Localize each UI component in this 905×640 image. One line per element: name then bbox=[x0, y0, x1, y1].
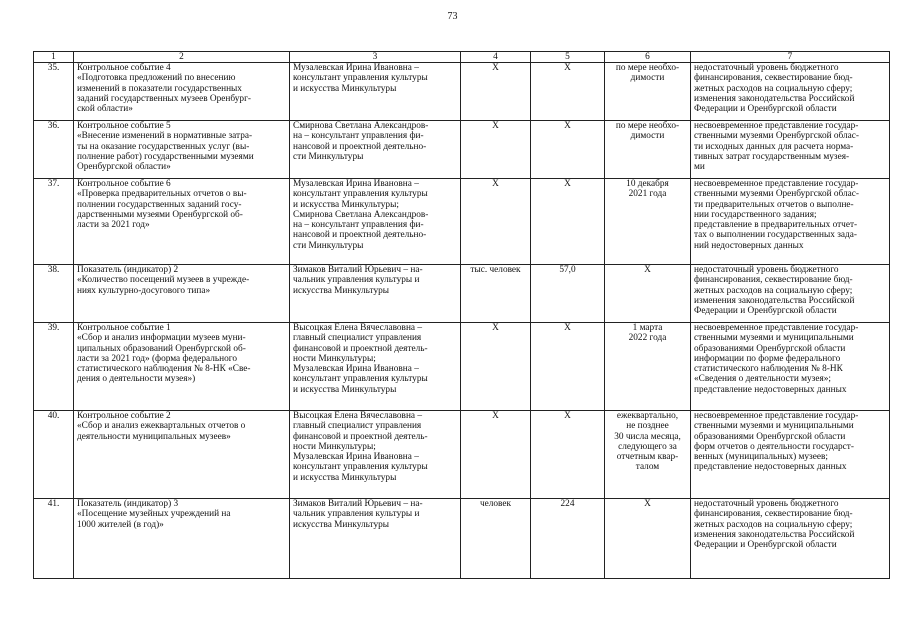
column-header: 1 bbox=[34, 52, 74, 63]
cell-line: ниях культурно-досугового типа» bbox=[77, 285, 211, 296]
cell-line: главный специалист управления bbox=[293, 421, 422, 432]
cell-line: ственными музеями Оренбургской облас- bbox=[694, 131, 860, 142]
cell-line: «Количество посещений музеев в учрежде- bbox=[77, 275, 250, 286]
unit-cell bbox=[461, 121, 531, 179]
cell-line: Федерации и Оренбургской области bbox=[694, 540, 837, 551]
deadline-cell bbox=[605, 121, 691, 179]
responsible-cell bbox=[290, 179, 461, 265]
cell-line: Х bbox=[564, 63, 571, 73]
cell-line: отчетным квар- bbox=[616, 452, 679, 463]
cell-line: ласти за 2021 год» bbox=[77, 220, 150, 231]
cell-line: финансовой и проектной деятель- bbox=[293, 431, 428, 442]
cell-line: Х bbox=[492, 411, 499, 421]
event-cell bbox=[74, 63, 290, 121]
responsible-cell bbox=[290, 121, 461, 179]
value-cell bbox=[531, 411, 605, 499]
cell-line: «Внесение изменений в нормативные затра- bbox=[77, 131, 253, 142]
responsible-cell bbox=[290, 323, 461, 411]
cell-line: недостаточный уровень бюджетного bbox=[694, 63, 839, 73]
value-cell bbox=[531, 63, 605, 121]
cell-line: Х bbox=[492, 63, 499, 73]
row-number-cell: 39. bbox=[34, 323, 74, 411]
event-cell bbox=[74, 411, 290, 499]
cell-line: заданий государственных музеев Оренбург- bbox=[77, 93, 251, 104]
cell-line: Показатель (индикатор) 2 bbox=[77, 265, 179, 275]
table-row bbox=[34, 265, 890, 323]
column-header: 3 bbox=[290, 52, 461, 63]
cell-line: информации по форме федерального bbox=[694, 353, 841, 364]
risk-cell bbox=[691, 499, 890, 579]
cell-line: Федерации и Оренбургской области bbox=[694, 306, 837, 317]
cell-line: консультант управления культуры bbox=[293, 189, 428, 200]
cell-line: и искусства Минкультуры; bbox=[293, 199, 399, 210]
cell-line: 57,0 bbox=[559, 265, 576, 275]
value-cell bbox=[531, 323, 605, 411]
cell-line: 224 bbox=[560, 499, 575, 509]
row-number-cell: 37. bbox=[34, 179, 74, 265]
cell-line: искусства Минкультуры bbox=[293, 519, 390, 530]
cell-line: чальник управления культуры и bbox=[293, 509, 420, 520]
cell-line: Х bbox=[564, 121, 571, 131]
cell-line: консультант управления культуры bbox=[293, 462, 428, 473]
cell-line: Х bbox=[492, 323, 499, 333]
cell-line: Х bbox=[644, 499, 651, 509]
cell-line: несвоевременное представление государ- bbox=[694, 179, 859, 189]
cell-line: ственными музеями и муниципальными bbox=[694, 333, 854, 344]
plan-table bbox=[33, 51, 890, 579]
row-number-cell: 40. bbox=[34, 411, 74, 499]
cell-line: 30 числа месяца, bbox=[614, 431, 681, 442]
table-header-row bbox=[34, 52, 890, 63]
risk-cell bbox=[691, 179, 890, 265]
cell-line: Контрольное событие 5 bbox=[77, 121, 171, 131]
risk-cell bbox=[691, 323, 890, 411]
cell-line: жетных расходов на социальную сферу; bbox=[694, 285, 853, 296]
cell-line: сти Минкультуры bbox=[293, 151, 364, 162]
cell-line: 2021 года bbox=[628, 189, 667, 200]
unit-cell bbox=[461, 323, 531, 411]
cell-line: не позднее bbox=[626, 421, 669, 432]
cell-line: сти Минкультуры bbox=[293, 240, 364, 251]
table-row bbox=[34, 121, 890, 179]
cell-line: консультант управления культуры bbox=[293, 374, 428, 385]
responsible-cell bbox=[290, 265, 461, 323]
cell-line: «Сбор и анализ информации музеев муни- bbox=[77, 333, 246, 344]
cell-line: Смирнова Светлана Александров- bbox=[293, 209, 429, 220]
cell-line: образованиями Оренбургской области bbox=[694, 431, 846, 442]
cell-line: ти исходных данных для расчета норма- bbox=[694, 141, 854, 152]
unit-cell bbox=[461, 499, 531, 579]
cell-line: ственными музеями и муниципальными bbox=[694, 421, 854, 432]
row-number-cell: 38. bbox=[34, 265, 74, 323]
cell-line: ти предварительных отчетов о выполне- bbox=[694, 199, 854, 210]
column-header: 6 bbox=[605, 52, 691, 63]
unit-cell bbox=[461, 265, 531, 323]
cell-line: финансирования, секвестирование бюд- bbox=[694, 275, 853, 286]
value-cell bbox=[531, 499, 605, 579]
cell-line: ципальных образований Оренбургской об- bbox=[77, 343, 246, 354]
table-row bbox=[34, 63, 890, 121]
cell-line: Показатель (индикатор) 3 bbox=[77, 499, 179, 509]
cell-line: статистического наблюдения № 8-НК «Све- bbox=[77, 364, 251, 375]
cell-line: ний недостоверных данных bbox=[694, 240, 804, 251]
cell-line: ности Минкультуры; bbox=[293, 353, 376, 364]
cell-line: Х bbox=[644, 265, 651, 275]
cell-line: чальник управления культуры и bbox=[293, 275, 420, 286]
cell-line: несвоевременное представление государ- bbox=[694, 121, 859, 131]
cell-line: и искусства Минкультуры bbox=[293, 472, 397, 483]
cell-line: изменения законодательства Российской bbox=[694, 93, 855, 104]
column-header: 4 bbox=[461, 52, 531, 63]
cell-line: финансирования, секвестирование бюд- bbox=[694, 73, 853, 84]
cell-line: дения о деятельности музея») bbox=[77, 374, 196, 385]
cell-line: Оренбургской области» bbox=[77, 162, 171, 173]
cell-line: Контрольное событие 4 bbox=[77, 63, 171, 73]
deadline-cell bbox=[605, 63, 691, 121]
table-row bbox=[34, 411, 890, 499]
cell-line: изменений в показатели государственных bbox=[77, 83, 242, 94]
value-cell bbox=[531, 121, 605, 179]
cell-line: на – консультант управления фи- bbox=[293, 131, 424, 142]
cell-line: дарственными музеями Оренбургской об- bbox=[77, 209, 243, 220]
cell-line: талом bbox=[635, 462, 660, 473]
cell-line: ской области» bbox=[77, 104, 133, 115]
risk-cell bbox=[691, 265, 890, 323]
cell-line: Х bbox=[564, 179, 571, 189]
cell-line: «Подготовка предложений по внесению bbox=[77, 73, 236, 84]
cell-line: тивных затрат государственным музея- bbox=[694, 151, 850, 162]
cell-line: Высоцкая Елена Вячеславовна – bbox=[293, 411, 423, 421]
cell-line: человек bbox=[479, 499, 512, 509]
responsible-cell bbox=[290, 411, 461, 499]
cell-line: Х bbox=[492, 121, 499, 131]
cell-line: финансирования, секвестирование бюд- bbox=[694, 509, 853, 520]
cell-line: 10 декабря bbox=[626, 179, 669, 189]
cell-line: главный специалист управления bbox=[293, 333, 422, 344]
cell-line: Музалевская Ирина Ивановна – bbox=[293, 179, 419, 189]
cell-line: несвоевременное представление государ- bbox=[694, 411, 859, 421]
cell-line: 1000 жителей (в год)» bbox=[77, 519, 164, 530]
column-header: 5 bbox=[531, 52, 605, 63]
page-number: 73 bbox=[447, 11, 458, 22]
cell-line: финансовой и проектной деятель- bbox=[293, 343, 428, 354]
cell-line: консультант управления культуры bbox=[293, 73, 428, 84]
cell-line: Х bbox=[564, 411, 571, 421]
cell-line: «Сбор и анализ ежеквартальных отчетов о bbox=[77, 421, 246, 432]
cell-line: нансовой и проектной деятельно- bbox=[293, 141, 427, 152]
cell-line: 1 марта bbox=[632, 323, 663, 333]
cell-line: недостаточный уровень бюджетного bbox=[694, 499, 839, 509]
cell-line: и искусства Минкультуры bbox=[293, 384, 397, 395]
cell-line: венных (муниципальных) музеев; bbox=[694, 452, 828, 463]
cell-line: Федерации и Оренбургской области bbox=[694, 104, 837, 115]
cell-line: по мере необхо- bbox=[615, 63, 680, 73]
unit-cell bbox=[461, 179, 531, 265]
cell-line: Зимаков Виталий Юрьевич – на- bbox=[293, 265, 423, 275]
cell-line: следующего за bbox=[618, 441, 677, 452]
responsible-cell bbox=[290, 499, 461, 579]
cell-line: Смирнова Светлана Александров- bbox=[293, 121, 429, 131]
cell-line: Контрольное событие 6 bbox=[77, 179, 171, 189]
column-header: 2 bbox=[74, 52, 290, 63]
cell-line: «Проверка предварительных отчетов о вы- bbox=[77, 189, 247, 200]
cell-line: «Посещение музейных учреждений на bbox=[77, 509, 231, 520]
value-cell bbox=[531, 179, 605, 265]
cell-line: ственными музеями Оренбургской облас- bbox=[694, 189, 860, 200]
cell-line: тыс. человек bbox=[470, 265, 521, 275]
event-cell bbox=[74, 179, 290, 265]
cell-line: ми bbox=[694, 162, 705, 173]
risk-cell bbox=[691, 121, 890, 179]
cell-line: и искусства Минкультуры bbox=[293, 83, 397, 94]
cell-line: Зимаков Виталий Юрьевич – на- bbox=[293, 499, 423, 509]
row-number-cell: 36. bbox=[34, 121, 74, 179]
risk-cell bbox=[691, 63, 890, 121]
cell-line: димости bbox=[630, 73, 665, 84]
cell-line: димости bbox=[630, 131, 665, 142]
cell-line: полнении государственных заданий госу- bbox=[77, 199, 242, 210]
deadline-cell bbox=[605, 179, 691, 265]
cell-line: ности Минкультуры; bbox=[293, 441, 376, 452]
risk-cell bbox=[691, 411, 890, 499]
unit-cell bbox=[461, 63, 531, 121]
cell-line: Музалевская Ирина Ивановна – bbox=[293, 63, 419, 73]
cell-line: ласти за 2021 год» (форма федерального bbox=[77, 353, 237, 364]
cell-line: нансовой и проектной деятельно- bbox=[293, 230, 427, 241]
unit-cell bbox=[461, 411, 531, 499]
cell-line: на – консультант управления фи- bbox=[293, 220, 424, 231]
cell-line: «Сведения о деятельности музея»; bbox=[694, 374, 831, 385]
cell-line: изменения законодательства Российской bbox=[694, 529, 855, 540]
responsible-cell bbox=[290, 63, 461, 121]
cell-line: несвоевременное представление государ- bbox=[694, 323, 859, 333]
column-header: 7 bbox=[691, 52, 890, 63]
cell-line: 2022 года bbox=[628, 333, 667, 344]
cell-line: изменения законодательства Российской bbox=[694, 295, 855, 306]
cell-line: Музалевская Ирина Ивановна – bbox=[293, 364, 419, 375]
cell-line: недостаточный уровень бюджетного bbox=[694, 265, 839, 275]
cell-line: образованиями Оренбургской области bbox=[694, 343, 846, 354]
cell-line: Музалевская Ирина Ивановна – bbox=[293, 452, 419, 463]
event-cell bbox=[74, 121, 290, 179]
cell-line: представление недостоверных данных bbox=[694, 462, 847, 473]
event-cell bbox=[74, 323, 290, 411]
cell-line: деятельности муниципальных музеев» bbox=[77, 431, 231, 442]
deadline-cell bbox=[605, 411, 691, 499]
value-cell bbox=[531, 265, 605, 323]
event-cell bbox=[74, 499, 290, 579]
cell-line: представление недостоверных данных bbox=[694, 384, 847, 395]
cell-line: жетных расходов на социальную сферу; bbox=[694, 83, 853, 94]
table-row bbox=[34, 323, 890, 411]
cell-line: Х bbox=[492, 179, 499, 189]
cell-line: нии государственного задания; bbox=[694, 209, 817, 220]
table-row bbox=[34, 499, 890, 579]
cell-line: полнение работ) государственными музеями bbox=[77, 151, 254, 162]
cell-line: Контрольное событие 1 bbox=[77, 323, 171, 333]
deadline-cell bbox=[605, 265, 691, 323]
cell-line: жетных расходов на социальную сферу; bbox=[694, 519, 853, 530]
cell-line: ты на оказание государственных услуг (вы- bbox=[77, 141, 250, 152]
cell-line: искусства Минкультуры bbox=[293, 285, 390, 296]
cell-line: Контрольное событие 2 bbox=[77, 411, 171, 421]
row-number-cell: 35. bbox=[34, 63, 74, 121]
cell-line: по мере необхо- bbox=[615, 121, 680, 131]
table-row bbox=[34, 179, 890, 265]
cell-line: Х bbox=[564, 323, 571, 333]
cell-line: тах о выполнении государственных зада- bbox=[694, 230, 857, 241]
event-cell bbox=[74, 265, 290, 323]
cell-line: ежеквартально, bbox=[616, 411, 679, 421]
deadline-cell bbox=[605, 323, 691, 411]
cell-line: Высоцкая Елена Вячеславовна – bbox=[293, 323, 423, 333]
cell-line: статистического наблюдения № 8-НК bbox=[694, 364, 843, 375]
cell-line: представление в предварительных отчет- bbox=[694, 220, 858, 231]
cell-line: форм отчетов о деятельности государст- bbox=[694, 441, 854, 452]
row-number-cell: 41. bbox=[34, 499, 74, 579]
deadline-cell bbox=[605, 499, 691, 579]
